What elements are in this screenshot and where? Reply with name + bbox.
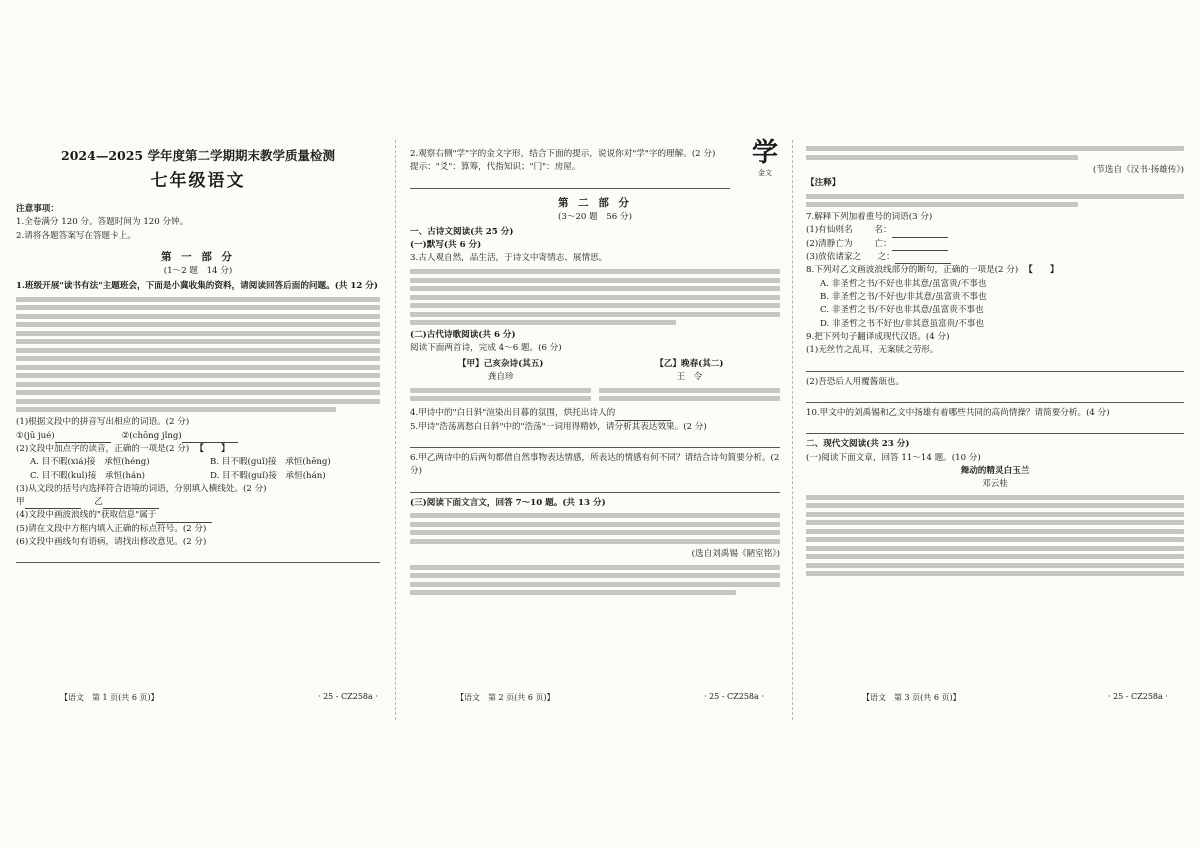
question-10: 10.甲文中的刘禹锡和乙文中扬雄有着哪些共同的高尚情操？请简要分析。(4 分)	[806, 407, 1110, 418]
column-divider	[395, 140, 396, 720]
question-5: 5.甲诗"浩荡离愁白日斜"中的"浩荡"一词用得精妙，请分析其表达效果。(2 分)	[410, 421, 707, 432]
question-9: 9.把下列句子翻译成现代汉语。(4 分)	[806, 331, 950, 342]
poem-intro: 阅读下面两首诗，完成 4～6 题。(6 分)	[410, 343, 562, 354]
poem-a	[410, 358, 591, 406]
annotation-label: 【注释】	[806, 177, 841, 188]
question-6: 6.甲乙两诗中的后两句都借自然事物表达情感，所表达的情感有何不同？请结合诗句简要分析。(2 分)	[410, 452, 780, 477]
q7-row: (3)放依诸家之 之：	[806, 251, 1184, 264]
option-d[interactable]: D. 目不暇(guǐ)接 承恒(hán)	[210, 470, 326, 481]
part-1-range: (1～2 题 14 分)	[163, 265, 233, 276]
answer-bracket[interactable]: 【 】	[195, 443, 230, 454]
note-item: 2.请将各题答案写在答题卡上。	[16, 230, 136, 241]
subsection-heading: (一)阅读下面文章，回答 11～14 题。(10 分)	[806, 452, 981, 463]
question-4: 4.甲诗中的"白日斜"渲染出目暮的氛围，烘托出诗人的	[410, 407, 780, 420]
option-c[interactable]: C. 非圣哲之书/不好也非其意/虽富贵不事也	[820, 305, 984, 316]
question-3-stem: 3.古人观自然，品生活，于诗文中寄情志、展情思。	[410, 253, 608, 264]
page-3-footer-right: · 25 - CZ258a ·	[1108, 692, 1168, 701]
page-3-footer-left: 【语文 第 3 页(共 6 页)】	[862, 693, 961, 702]
answer-line[interactable]	[806, 362, 1184, 372]
question-8: 8.下列对乙文画波浪线部分的断句，正确的一项是(2 分) 【 】	[806, 264, 1184, 277]
question-1-part: (6)文段中画线句有语病，请找出修改意见。(2 分)	[16, 537, 207, 548]
exam-subject: 七年级语文	[150, 171, 246, 191]
passage-text-placeholder	[16, 297, 380, 413]
answer-blank[interactable]	[615, 412, 671, 421]
exam-title: 2024—2025 学年度第二学期期末教学质量检测	[61, 148, 335, 163]
poem-title: 【甲】己亥杂诗(其五)	[457, 358, 544, 369]
column-divider	[792, 140, 793, 720]
answer-blank[interactable]	[103, 500, 159, 509]
part-1-heading: 第 一 部 分	[161, 250, 235, 263]
subsection-heading: (一)默写(共 6 分)	[410, 239, 482, 250]
seal-glyph: 学	[751, 138, 778, 168]
poem-b	[599, 358, 780, 406]
answer-bracket[interactable]: 【 】	[1024, 265, 1059, 276]
dictation-text-placeholder	[410, 269, 780, 325]
poem-pair	[410, 358, 780, 406]
source-citation: (节选自《汉书·扬雄传》)	[1092, 164, 1184, 175]
annotation-text-placeholder	[806, 194, 1184, 208]
poem-author: 龚自珍	[487, 372, 514, 382]
q7-row: (2)清静亡为 亡：	[806, 238, 1184, 251]
answer-line[interactable]	[806, 393, 1184, 403]
question-2-hint: 提示："爻"：算筹，代指知识；"冂"：房屋。	[410, 162, 581, 173]
source-citation: (选自刘禹锡《陋室铭》)	[691, 548, 780, 559]
question-1-part: (2)文段中加点字的读音，正确的一项是(2 分) 【 】	[16, 443, 380, 456]
answer-blank[interactable]	[156, 514, 212, 523]
poem-text-placeholder	[599, 388, 780, 402]
answer-blank[interactable]	[55, 434, 111, 443]
question-1-part: (4)文段中画波浪线的"获取信息"属于	[16, 509, 380, 522]
page-1-footer-left: 【语文 第 1 页(共 6 页)】	[60, 693, 159, 702]
article-title: 舞动的精灵白玉兰	[960, 465, 1030, 476]
page-3-column	[806, 138, 1184, 728]
question-1-part: (5)请在文段中方框内填入正确的标点符号。(2 分)	[16, 523, 207, 534]
part-2-range: (3～20 题 56 分)	[558, 211, 632, 222]
answer-line[interactable]	[410, 483, 780, 493]
answer-line[interactable]	[410, 179, 730, 189]
classical-text-b-continued-placeholder	[806, 146, 1184, 160]
q9-item: (2)吾恐后人用覆酱瓿也。	[806, 376, 905, 387]
classical-text-a-placeholder	[410, 513, 780, 544]
option-b[interactable]: B. 目不暇(guǐ)接 承恒(hēng)	[210, 457, 331, 468]
question-1-part: (1)根据文段中的拼音写出相应的词语。(2 分)	[16, 417, 190, 428]
notes-heading: 注意事项：	[16, 204, 59, 214]
note-item: 1.全卷满分 120 分。答题时间为 120 分钟。	[16, 217, 189, 228]
option-a[interactable]: A. 非圣哲之书/不好也非其意/虽富贵/不事也	[820, 278, 987, 289]
jinwen-xue-character	[748, 138, 782, 178]
poem-text-placeholder	[410, 388, 591, 402]
page-2-footer-right: · 25 - CZ258a ·	[704, 692, 764, 701]
option-c[interactable]: C. 目不暇(kuǐ)接 承恒(hán)	[30, 470, 145, 481]
seal-caption: 金文	[758, 169, 772, 177]
question-1-stem: 1.班级开展"读书有法"主题班会，下面是小冀收集的资料，请阅读回答后面的问题。(共 12 分)	[16, 280, 378, 291]
page-1-footer-right: · 25 - CZ258a ·	[318, 692, 378, 701]
subsection-heading: (三)阅读下面文言文，回答 7～10 题。(共 13 分)	[410, 497, 606, 508]
answer-line[interactable]	[410, 438, 780, 448]
q7-row: (1)有仙则名 名：	[806, 224, 1184, 237]
classical-text-b-placeholder	[410, 565, 780, 596]
question-2-stem: 2.观察右侧"学"字的金文字形，结合下面的提示，说说你对"学"字的理解。(2 分)	[410, 149, 716, 159]
section-heading: 一、古诗文阅读(共 25 分)	[410, 226, 514, 237]
answer-blank[interactable]	[892, 242, 948, 251]
article-text-placeholder	[806, 495, 1184, 577]
q9-item: (1)无丝竹之乱耳，无案牍之劳形。	[806, 345, 939, 356]
question-1-part: (3)从文段的括号内选择符合语境的词语，分别填入横线处。(2 分)	[16, 483, 267, 494]
answer-blank[interactable]	[182, 434, 238, 443]
option-d[interactable]: D. 非圣哲之书不好也/非其意虽富贵/不事也	[820, 318, 984, 329]
option-list	[806, 278, 1184, 331]
poem-title: 【乙】晚春(其二)	[655, 358, 724, 369]
answer-line[interactable]	[16, 553, 380, 563]
article-author: 邓云桂	[982, 479, 1008, 490]
part-2-heading: 第 二 部 分	[558, 196, 632, 209]
question-7: 7.解释下列加着重号的词语(3 分)	[806, 212, 933, 223]
answer-blank[interactable]	[895, 255, 951, 264]
fill-blanks: 甲 乙	[16, 496, 380, 509]
option-a[interactable]: A. 目不暇(xiá)接 承恒(héng)	[30, 457, 150, 468]
subsection-heading: (二)古代诗歌阅读(共 6 分)	[410, 330, 516, 341]
answer-blank[interactable]	[892, 229, 948, 238]
section-heading: 二、现代文阅读(共 23 分)	[806, 439, 910, 450]
option-b[interactable]: B. 非圣哲之书/不好也/非其意/虽富贵不事也	[820, 292, 987, 302]
option-grid	[16, 456, 380, 483]
page-1-column	[16, 138, 380, 728]
answer-line[interactable]	[806, 424, 1184, 434]
page-2-column	[410, 138, 780, 728]
answer-blank[interactable]	[25, 500, 81, 509]
pinyin-blanks: ①(jū jué) ②(chōng jǐng)	[16, 430, 380, 443]
poem-author: 王 令	[676, 372, 703, 382]
page-2-footer-left: 【语文 第 2 页(共 6 页)】	[456, 693, 555, 702]
